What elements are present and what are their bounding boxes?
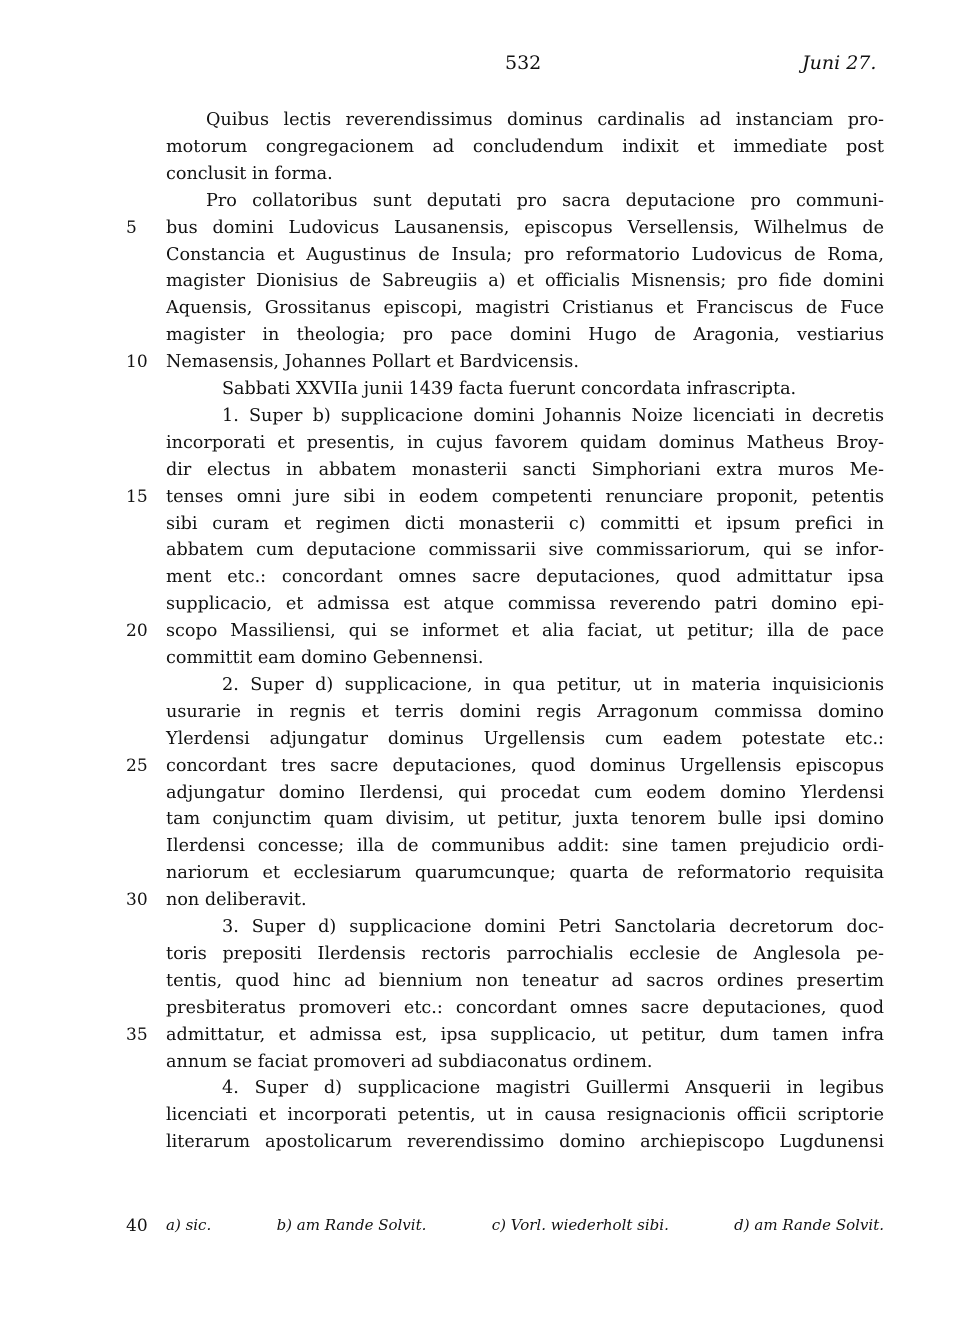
text-line: adjungatur domino Ilerdensi, qui procedat cum eodem domino Ylerdensi	[166, 782, 884, 803]
text-line: bus domini Ludovicus Lausanensis, episcopus Versellensis, Wilhelmus de	[166, 217, 884, 238]
text-line: licenciati et incorporati petentis, ut in causa resignacionis officii scriptorie	[166, 1105, 884, 1126]
line-number: 5	[126, 217, 137, 238]
text-line: 4. Super d) supplicacione magistri Guillermi Ansquerii in legibus	[222, 1078, 884, 1099]
footnote-b: b) am Rande Solvit.	[276, 1216, 427, 1234]
text-line: supplicacio, et admissa est atque commissa reverendo patri domino epi-	[166, 594, 884, 615]
line-number: 25	[126, 755, 148, 776]
text-line: 2. Super d) supplicacione, in qua petitur, ut in materia inquisicionis	[222, 674, 884, 695]
text-line: conclusit in forma.	[166, 163, 333, 184]
text-line: ment etc.: concordant omnes sacre deputaciones, quod admittatur ipsa	[166, 567, 884, 588]
text-line: tam conjunctim quam divisim, ut petitur, juxta tenorem bulle ipsi domino	[166, 809, 884, 830]
text-line: magister Dionisius de Sabreugiis a) et officialis Misnensis; pro fide domini	[166, 271, 884, 292]
text-line: non deliberavit.	[166, 890, 307, 911]
text-line: motorum congregacionem ad concludendum indixit et immediate post	[166, 136, 884, 157]
line-number: 30	[126, 890, 148, 911]
text-line: 1. Super b) supplicacione domini Johannis Noize licenciati in decretis	[222, 405, 884, 426]
line-number: 40	[126, 1216, 148, 1236]
footnotes	[166, 1216, 884, 1234]
running-head: Juni 27.	[802, 52, 877, 74]
text-line: incorporati et presentis, in cujus favorem quidam dominus Matheus Broy-	[166, 432, 884, 453]
footnote-c: c) Vorl. wiederholt sibi.	[491, 1216, 669, 1234]
text-line: tenses omni jure sibi in eodem competenti renunciare proponit, petentis	[166, 486, 884, 507]
text-line: tentis, quod hinc ad biennium non teneatur ad sacros ordines presertim	[166, 970, 884, 991]
text-line: Nemasensis, Johannes Pollart et Bardvicensis.	[166, 352, 579, 373]
text-line: Sabbati XXVIIa junii 1439 facta fuerunt concordata infrascripta.	[222, 379, 797, 399]
text-line: admittatur, et admissa est, ipsa supplicacio, ut petitur, dum tamen infra	[166, 1024, 884, 1045]
line-number: 35	[126, 1024, 148, 1045]
text-line: Ylerdensi adjungatur dominus Urgellensis cum eadem potestate etc.:	[166, 728, 884, 749]
text-line: scopo Massiliensi, qui se informet et alia faciat, ut petitur; illa de pace	[166, 621, 884, 642]
text-line: sibi curam et regimen dicti monasterii c) committi et ipsum prefici in	[166, 513, 884, 534]
text-line: dir electus in abbatem monasterii sancti Simphoriani extra muros Me-	[166, 459, 884, 480]
text-line: abbatem cum deputacione commissarii sive commissariorum, qui se infor-	[166, 540, 884, 561]
text-line: Constancia et Augustinus de Insula; pro reformatorio Ludovicus de Roma,	[166, 244, 884, 265]
text-line: presbiteratus promoveri etc.: concordant omnes sacre deputaciones, quod	[166, 997, 884, 1018]
text-line: annum se faciat promoveri ad subdiaconatus ordinem.	[166, 1051, 653, 1072]
text-line: Aquensis, Grossitanus episcopi, magistri Cristianus et Franciscus de Fuce	[166, 298, 884, 319]
text-line: committit eam domino Gebennensi.	[166, 648, 484, 668]
footnote-d: d) am Rande Solvit.	[734, 1216, 884, 1234]
line-number: 20	[126, 621, 148, 642]
line-number: 15	[126, 486, 148, 507]
text-line: Pro collatoribus sunt deputati pro sacra deputacione pro communi-	[206, 190, 884, 211]
page-number: 532	[505, 52, 542, 74]
text-line: 3. Super d) supplicacione domini Petri Sanctolaria decretorum doc-	[222, 917, 884, 937]
text-line: magister in theologia; pro pace domini Hugo de Aragonia, vestiarius	[166, 325, 884, 346]
text-line: usurarie in regnis et terris domini regis Arragonum commissa domino	[166, 701, 884, 722]
text-line: Ilerdensi concesse; illa de communibus addit: sine tamen prejudicio ordi-	[166, 836, 884, 857]
line-number: 10	[126, 352, 148, 373]
text-line: concordant tres sacre deputaciones, quod dominus Urgellensis episcopus	[166, 755, 884, 776]
text-line: Quibus lectis reverendissimus dominus cardinalis ad instanciam pro-	[206, 110, 884, 130]
text-line: literarum apostolicarum reverendissimo domino archiepiscopo Lugdunensi	[166, 1132, 884, 1153]
footnote-a: a) sic.	[166, 1216, 212, 1234]
text-line: toris prepositi Ilerdensis rectoris parrochialis ecclesie de Anglesola pe-	[166, 943, 884, 964]
text-line: nariorum et ecclesiarum quarumcunque; quarta de reformatorio requisita	[166, 863, 884, 884]
